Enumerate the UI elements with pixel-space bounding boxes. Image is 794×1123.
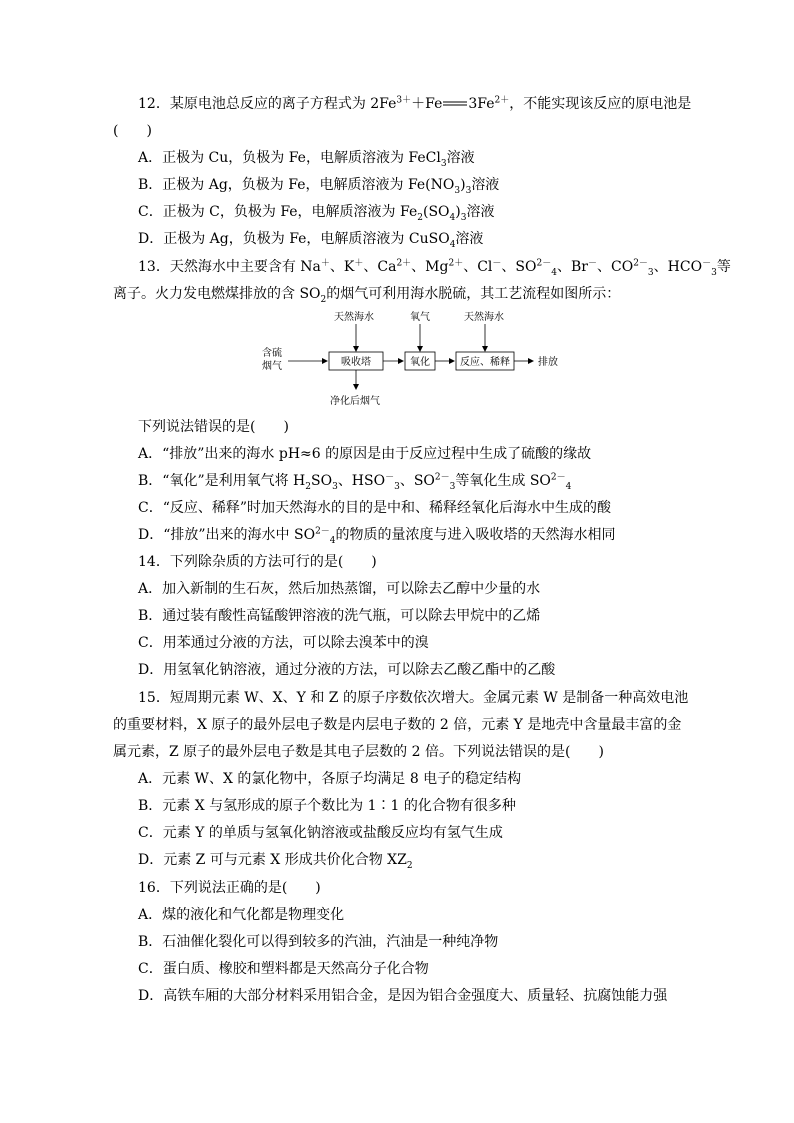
q14-option-c: C．用苯通过分液的方法，可以除去溴苯中的溴 bbox=[138, 635, 429, 651]
q14-stem: 14．下列除杂质的方法可行的是( ) bbox=[138, 554, 377, 570]
input-label-line1: 含硫 bbox=[262, 348, 282, 359]
q15-option-a: A．元素 W、X 的氯化物中，各原子均满足 8 电子的稳定结构 bbox=[138, 771, 522, 787]
output-label: 排放 bbox=[538, 357, 558, 368]
q14-option-b: B．通过装有酸性高锰酸钾溶液的洗气瓶，可以除去甲烷中的乙烯 bbox=[138, 608, 541, 624]
q12-paren: ( ) bbox=[113, 123, 152, 139]
q12-option-c: C．正极为 C，负极为 Fe，电解质溶液为 $Fe_2(SO_4)_3$溶液 bbox=[138, 204, 495, 223]
q12-option-a: A．正极为 Cu，负极为 Fe，电解质溶液为 FeCl$_3$溶液 bbox=[138, 150, 475, 169]
q16-option-d: D．高铁车厢的大部分材料采用铝合金，是因为铝合金强度大、质量轻、抗腐蚀能力强 bbox=[138, 988, 668, 1004]
q16-stem: 16．下列说法正确的是( ) bbox=[138, 880, 321, 896]
box-reaction-dilution-label: 反应、稀释 bbox=[460, 357, 510, 368]
q15-stem-line2: 的重要材料，X 原子的最外层电子数是内层电子数的 2 倍，元素 Y 是地壳中含量最丰富的金 bbox=[113, 717, 682, 733]
process-flow-diagram bbox=[240, 306, 600, 410]
q16-option-b: B．石油催化裂化可以得到较多的汽油，汽油是一种纯净物 bbox=[138, 934, 499, 950]
q15-option-c: C．元素 Y 的单质与氢氧化钠溶液或盐酸反应均有氢气生成 bbox=[138, 825, 503, 841]
q13-option-c: C．“反应、稀释”时加天然海水的目的是中和、稀释经氧化后海水中生成的酸 bbox=[138, 500, 612, 516]
q15-option-b: B．元素 X 与氢形成的原子个数比为 1∶1 的化合物有很多种 bbox=[138, 798, 516, 814]
q13-stem-line2: 离子。火力发电燃煤排放的含 $SO_2$的烟气可利用海水脱硫，其工艺流程如图所示： bbox=[113, 286, 621, 305]
q15-stem-line1: 15．短周期元素 W、X、Y 和 Z 的原子序数依次增大。金属元素 W 是制备一种高效电池 bbox=[138, 690, 689, 706]
q13-stem-line1: 13．天然海水中主要含有 Na＋、K＋、$Ca^{2+}$、$Mg^{2+}$、Cl－、$SO^{2-}_4$、Br－、$CO^{2-}_3$、$HCO^-_3$等 bbox=[138, 258, 731, 278]
q12-option-d: D．正极为 Ag，负极为 Fe，电解质溶液为 CuSO$_4$溶液 bbox=[138, 231, 484, 250]
q15-option-d: D．元素 Z 可与元素 X 形成共价化合物 $XZ_2$ bbox=[138, 852, 413, 871]
top-label-oxygen: 氧气 bbox=[410, 312, 430, 323]
q13-option-d: D．“排放”出来的海水中 $SO^{2-}_4$的物质的量浓度与进入吸收塔的天然海水相同 bbox=[138, 526, 616, 546]
q14-option-a: A．加入新制的生石灰，然后加热蒸馏，可以除去乙醇中少量的水 bbox=[138, 581, 541, 597]
q13-option-b: B．“氧化”是利用氧气将 $H_2SO_3$、$HSO^-_3$、$SO^{2-}_3$等氧化生成 $SO^{2-}_4$ bbox=[138, 472, 572, 492]
q16-option-c: C．蛋白质、橡胶和塑料都是天然高分子化合物 bbox=[138, 961, 429, 977]
input-label-line2: 烟气 bbox=[262, 361, 282, 372]
box-absorber-label: 吸收塔 bbox=[341, 357, 371, 368]
bottom-label-clean-gas: 净化后烟气 bbox=[330, 396, 380, 407]
top-label-seawater-2: 天然海水 bbox=[464, 312, 504, 323]
q14-option-d: D．用氢氧化钠溶液，通过分液的方法，可以除去乙酸乙酯中的乙酸 bbox=[138, 662, 556, 678]
q13-question: 下列说法错误的是( ) bbox=[138, 419, 289, 435]
q12-stem: 12．某原电池总反应的离子方程式为 $2Fe^{3+}+Fe$ $3Fe^{2+}$，不能实现该反应的原电池是 bbox=[138, 95, 692, 112]
q13-option-a: A．“排放”出来的海水 pH≈6 的原因是由于反应过程中生成了硫酸的缘故 bbox=[138, 446, 592, 462]
q12-option-b: B．正极为 Ag，负极为 Fe，电解质溶液为 $Fe(NO_3)_3$溶液 bbox=[138, 177, 500, 196]
q15-stem-line3: 属元素，Z 原子的最外层电子数是其电子层数的 2 倍。下列说法错误的是( ) bbox=[113, 744, 604, 760]
top-label-seawater-1: 天然海水 bbox=[334, 312, 374, 323]
box-oxidation-label: 氧化 bbox=[410, 357, 430, 368]
q16-option-a: A．煤的液化和气化都是物理变化 bbox=[138, 907, 345, 923]
